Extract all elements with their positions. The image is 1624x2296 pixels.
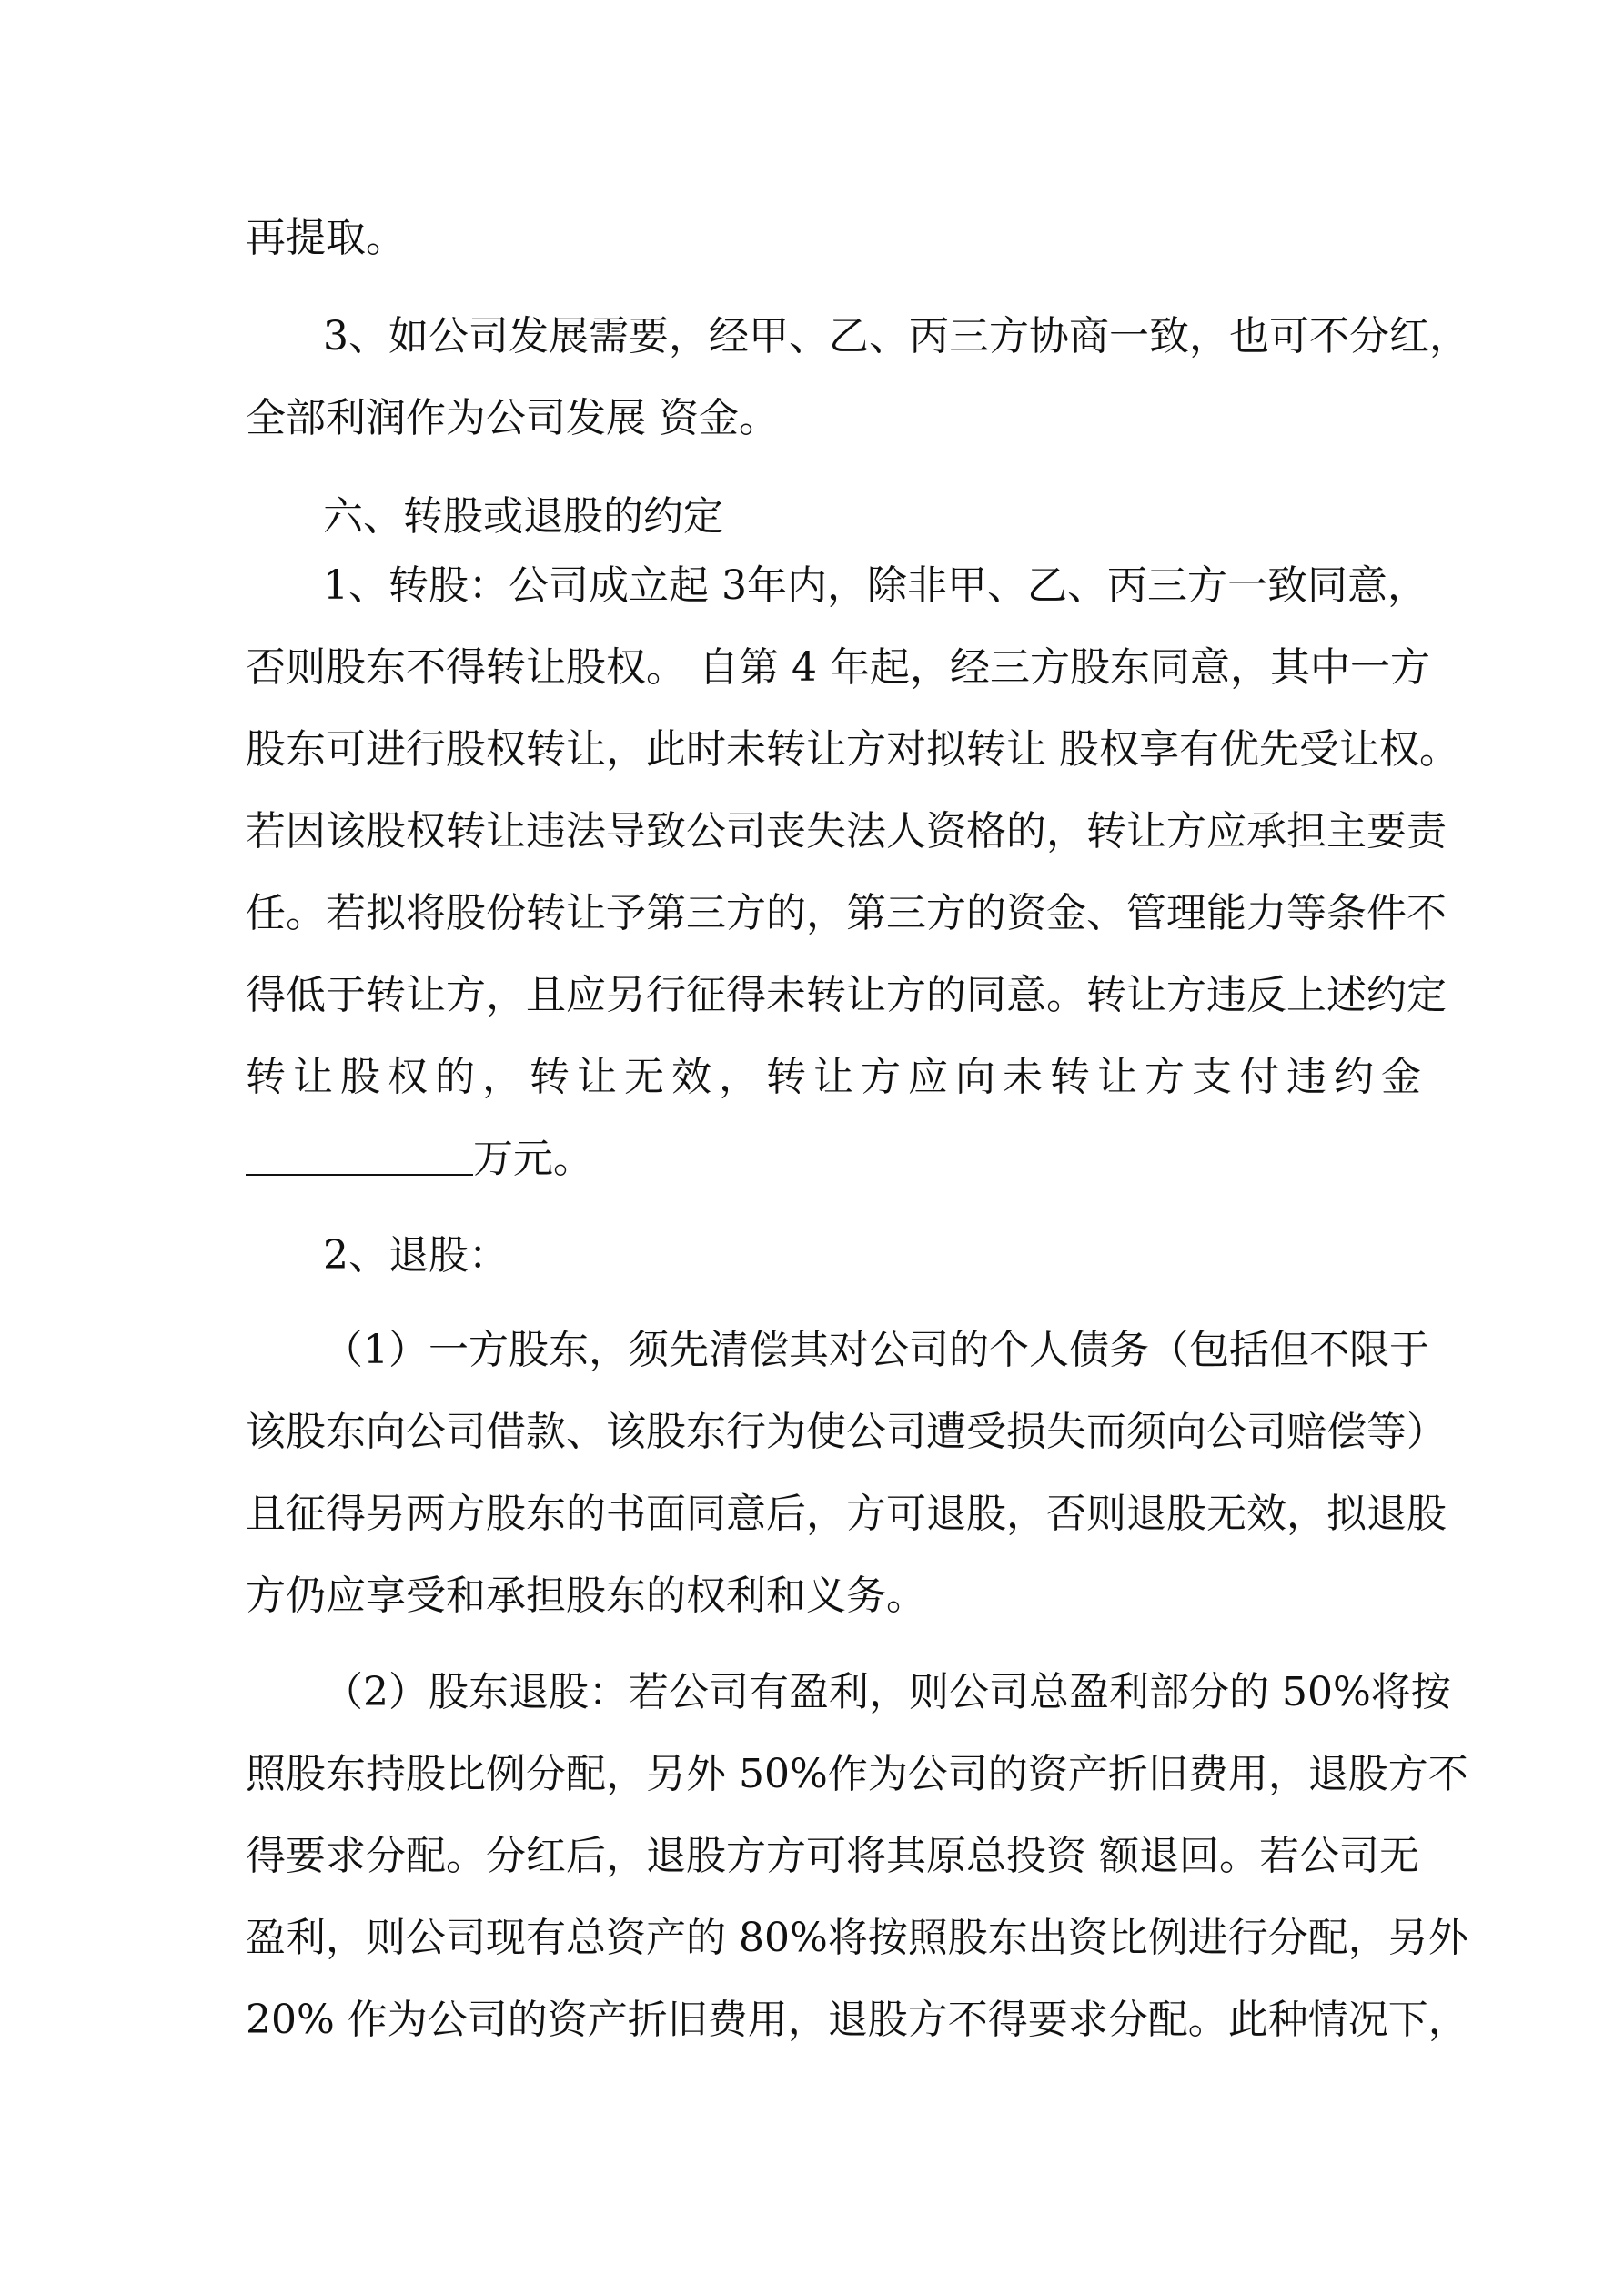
text-line: （1）一方股东，须先清偿其对公司的个人债务（包括但不限于 [323,1327,1429,1373]
text-line: 全部利润作为公司发展 资金。 [246,395,779,441]
text-line: （2）股东退股：若公司有盈利，则公司总盈利部分的 50%将按 [323,1669,1451,1715]
text-line: 2、退股： [323,1232,509,1279]
text-line: 再提取。 [246,215,406,261]
text-line: 股东可进行股权转让，此时未转让方对拟转让 股权享有优先受让权。 [246,726,1459,773]
text-line: 盈利，则公司现有总资产的 80%将按照股东出资比例进行分配，另外 [246,1915,1468,1961]
text-line: 任。若拟将股份转让予第三方的，第三方的资金、管理能力等条件不 [246,890,1447,936]
text-line: 否则股东不得转让股权。 自第 4 年起，经三方股东同意，其中一方 [246,644,1430,691]
text-line: 方仍应享受和承担股东的权利和义务。 [246,1573,926,1619]
text-line: 若因该股权转让违法导致公司丧失法人资格的，转让方应承担主要责 [246,808,1447,855]
text-line: 得低于转让方，且应另行征得未转让方的同意。转让方违反上述约定 [246,972,1447,1018]
text-line: 照股东持股比例分配，另外 50%作为公司的资产折旧费用，退股方不 [246,1751,1468,1797]
text-line: 转让股权的，转让无效，转让方应向未转让方支付违约金 [246,1054,1428,1100]
text-line: 且征得另两方股东的书面同意后，方可退股，否则退股无效，拟退股 [246,1491,1447,1537]
text-line: 1、转股：公司成立起 3年内，除非甲、乙、丙三方一致同意， [323,562,1427,609]
text-line: 20% 作为公司的资产折旧费用，退股方不得要求分配。此种情况下， [246,1997,1468,2043]
blank-suffix: 万元。 [473,1136,593,1182]
fill-in-blank [246,1138,473,1176]
text-line: 3、如公司发展需要，经甲、乙、丙三方协商一致，也可不分红， [323,313,1469,359]
text-line: 得要求分配。分红后，退股方方可将其原总投资 额退回。若公司无 [246,1833,1419,1879]
text-line: 该股东向公司借款、该股东行为使公司遭受损失而须向公司赔偿等） [246,1409,1447,1455]
section-heading: 六、转股或退股的约定 [323,493,723,540]
text-line-with-blank [246,1132,593,1187]
